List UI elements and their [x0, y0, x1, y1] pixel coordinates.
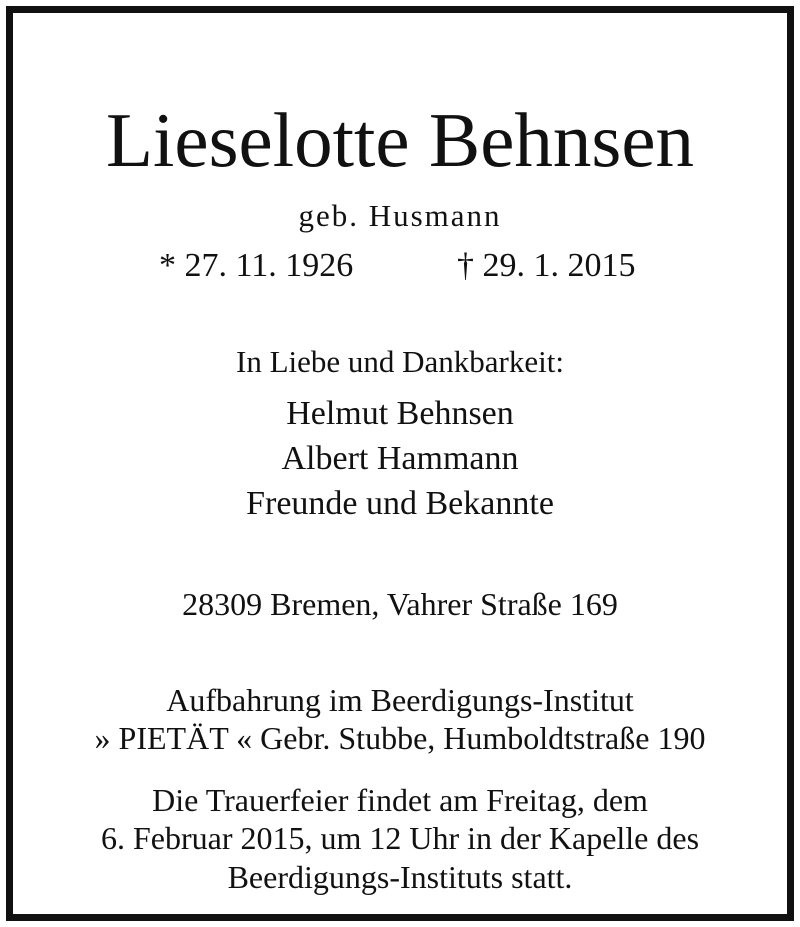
mourner-line: Helmut Behnsen — [286, 395, 514, 432]
funeral-info-line: 6. Februar 2015, um 12 Uhr in der Kapelle des — [100, 820, 700, 856]
deceased-name: Lieselotte Behnsen — [105, 97, 695, 183]
mourner-line: Freunde und Bekannte — [246, 485, 554, 522]
birth-date: * 27. 11. 1926 — [159, 247, 354, 284]
thanks-line: In Liebe und Dankbarkeit: — [236, 344, 564, 379]
obituary-notice — [6, 6, 794, 921]
laying-out-line: Aufbahrung im Beerdigungs-Institut — [166, 682, 634, 718]
address-line: 28309 Bremen, Vahrer Straße 169 — [182, 586, 618, 622]
death-date: † 29. 1. 2015 — [457, 247, 636, 284]
mourner-line: Albert Hammann — [281, 440, 519, 477]
funeral-info-line: Die Trauerfeier findet am Freitag, dem — [152, 782, 648, 818]
funeral-info-line: Beerdigungs-Instituts statt. — [227, 859, 573, 895]
funeral-home-line: » PIETÄT « Gebr. Stubbe, Humboldtstraße 190 — [94, 720, 706, 756]
maiden-name: geb. Husmann — [298, 198, 502, 233]
